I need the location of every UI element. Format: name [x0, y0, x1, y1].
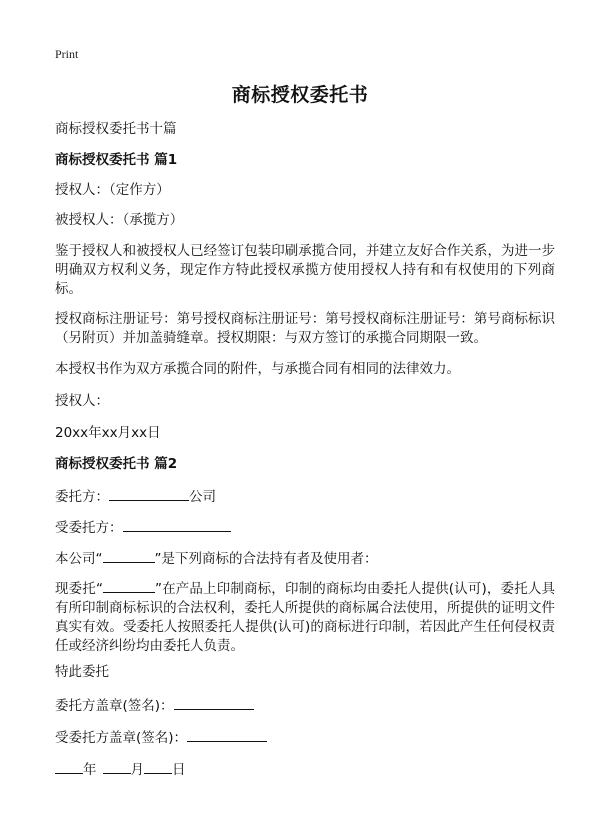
client-suffix: 公司: [189, 489, 216, 505]
para-rest: ”在产品上印制商标，印制的商标均由委托人提供(认可)，委托人具有所印制商标标识的合法权利，委托人所提供的商标属合法使用，所提供的证明文件真实有效。受委托人按照委托人提供(认可)的商标进行印制，若因此产生任何侵权责任或经济纠纷均由委托人负责。: [55, 581, 555, 654]
section1-date: 20xx年xx月xx日: [55, 425, 161, 441]
document-title: 商标授权委托书: [231, 84, 369, 106]
section2-heading: 商标授权委托书 篇2: [55, 456, 178, 472]
trustee-seal-blank: [187, 727, 267, 742]
client-label: 委托方：: [55, 489, 109, 505]
statement-prefix: 本公司“: [55, 551, 103, 567]
date-year: 年: [83, 762, 97, 778]
client-seal-blank: [174, 695, 254, 710]
section1-paragraph-2: 授权商标注册证号：第号授权商标注册证号：第号授权商标注册证号：第号商标标识（另附页）并加盖骑缝章。授权期限：与双方签订的承揽合同期限一致。: [55, 311, 555, 346]
signer-line: 授权人：: [55, 393, 109, 409]
grantor-line: 授权人：（定作方）: [55, 182, 170, 198]
print-link[interactable]: Print: [55, 47, 79, 61]
section2-paragraph: [55, 578, 555, 656]
trustee-seal-label: 受委托方盖章(签名)：: [55, 730, 188, 746]
trademark-blank: [103, 548, 155, 563]
trustee-name-blank: [123, 517, 231, 532]
section1-paragraph-3: 本授权书作为双方承揽合同的附件，与承揽合同有相同的法律效力。: [55, 361, 460, 377]
section1-heading: 商标授权委托书 篇1: [55, 152, 178, 168]
statement-suffix: ”是下列商标的合法持有者及使用者：: [154, 551, 378, 567]
client-line: [55, 486, 555, 507]
trustee-seal-line: [55, 727, 555, 748]
client-seal-line: [55, 695, 555, 716]
statement-line: [55, 548, 555, 569]
special-line: 特此委托: [55, 664, 109, 680]
date-day: 日: [172, 762, 186, 778]
month-blank: [103, 759, 131, 774]
document-subtitle: 商标授权委托书十篇: [55, 121, 177, 137]
year-blank: [55, 759, 83, 774]
grantee-line: 被授权人：（承揽方）: [55, 212, 184, 228]
printer-blank: [103, 578, 155, 593]
para-prefix: 现委托“: [55, 581, 103, 597]
section2-date-line: [55, 759, 555, 780]
day-blank: [144, 759, 172, 774]
client-seal-label: 委托方盖章(签名)：: [55, 698, 174, 714]
date-month: 月: [130, 762, 144, 778]
section1-paragraph-1: 鉴于授权人和被授权人已经签订包装印刷承揽合同，并建立友好合作关系，为进一步明确双方权利义务，现定作方特此授权承揽方使用授权人持有和有权使用的下列商标。: [55, 243, 555, 297]
trustee-label: 受委托方：: [55, 520, 123, 536]
trustee-line: [55, 517, 555, 538]
client-name-blank: [109, 486, 189, 501]
